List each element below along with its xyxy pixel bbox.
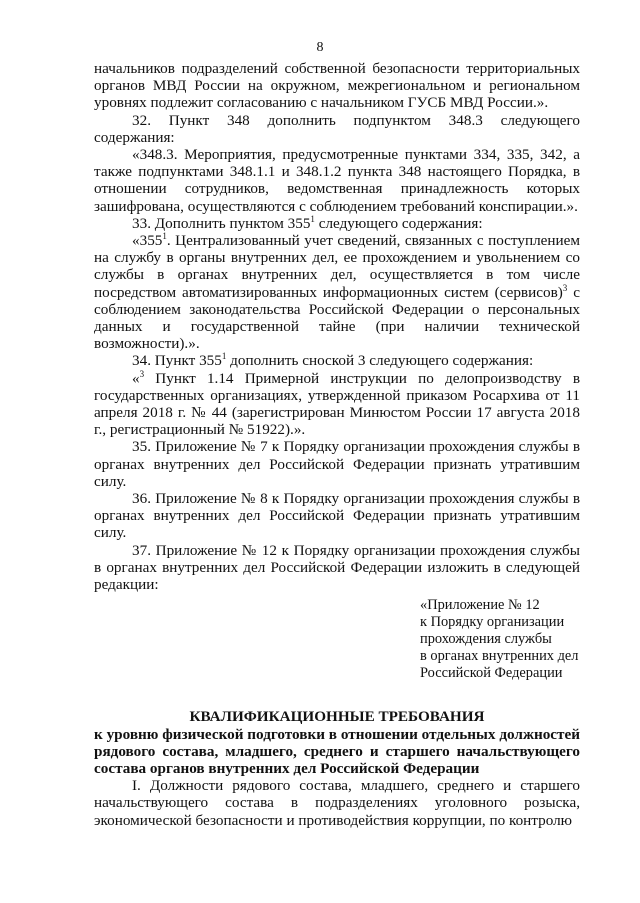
footnote-marker: 3	[139, 368, 145, 379]
section-I-paragraph: I. Должности рядового состава, младшего, среднего и старшего начальствующего состава в подразделениях уголовного розыска, экономической безопасности и противодействия коррупции, по контролю	[94, 777, 580, 829]
appendix-ref-line: в органах внутренних дел	[420, 648, 579, 665]
paragraph-33-quote-b: . Централизованный учет сведений, связанных с поступлением на службу в органы внутренних дел, ее прохождением и увольнением со службы в органах внутренних дел, осуществляется в том числе посредством автоматизированных информационных систем (сервисов)	[94, 232, 580, 301]
section-title: КВАЛИФИКАЦИОННЫЕ ТРЕБОВАНИЯ	[189, 708, 485, 726]
appendix-reference	[420, 597, 580, 682]
appendix-ref-line: прохождения службы	[420, 631, 552, 648]
paragraph-33-quote-a: «355	[132, 232, 163, 250]
paragraph-34-quote	[94, 370, 580, 439]
paragraph-35: 35. Приложение № 7 к Порядку организации прохождения службы в органах внутренних дел Российской Федерации признать утратившим силу.	[94, 438, 580, 490]
superscript: 1	[221, 351, 227, 362]
paragraph-33-text-b: следующего содержания:	[314, 214, 483, 232]
paragraph-33-quote-c: с соблюдением законодательства Российской Федерации о персональных данных и государственной тайне (при наличии технической возможности).».	[94, 283, 580, 353]
paragraph-34-text-b: дополнить сноской 3 следующего содержания:	[226, 352, 534, 370]
paragraph-33-text-a: 33. Дополнить пунктом 355	[132, 214, 311, 232]
section-subtitle: к уровню физической подготовки в отношении отдельных должностей рядового состава, младшего, среднего и старшего начальствующего состава органов внутренних дел Российской Федерации	[94, 725, 580, 777]
document-body	[94, 60, 580, 829]
paragraph-37: 37. Приложение № 12 к Порядку организации прохождения службы в органах внутренних дел Российской Федерации изложить в следующей редакции:	[94, 541, 580, 594]
superscript: 1	[162, 230, 167, 241]
paragraph-continuation: начальников подразделений собственной безопасности территориальных органов МВД России на окружном, межрегиональном и региональном уровнях подлежит согласованию с начальником ГУСБ МВД России.».	[94, 60, 580, 112]
paragraph-36: 36. Приложение № 8 к Порядку организации прохождения службы в органах внутренних дел Российской Федерации признать утратившим силу.	[94, 490, 580, 542]
paragraph-34	[94, 352, 580, 369]
appendix-ref-line: «Приложение № 12	[420, 597, 540, 614]
appendix-ref-line: к Порядку организации	[420, 614, 565, 631]
appendix-ref-line: Российской Федерации	[420, 665, 563, 682]
page-number: 8	[316, 40, 324, 55]
paragraph-32-quote: «348.3. Мероприятия, предусмотренные пунктами 334, 335, 342, а также подпунктами 348.1.1 и 348.1.2 пункта 348 настоящего Порядка, в отношении сотрудников, ведомственная принадлежность которых зашифрована, осуществляются с соблюдением требований конспирации.».	[94, 146, 580, 215]
paragraph-34-quote-text: Пункт 1.14 Примерной инструкции по делопроизводству в государственных организациях, утвержденной приказом Росархива от 11 апреля 2018 г. № 44 (зарегистрирован Минюстом России 17 августа 2018 г., регистрационный № 51922).».	[94, 369, 580, 439]
paragraph-33	[94, 215, 580, 232]
paragraph-33-quote	[94, 232, 580, 352]
paragraph-34-text-a: 34. Пункт 355	[132, 352, 222, 370]
footnote-marker: 3	[562, 282, 568, 293]
superscript: 1	[310, 213, 315, 224]
paragraph-32: 32. Пункт 348 дополнить подпунктом 348.3 следующего содержания:	[94, 111, 580, 146]
